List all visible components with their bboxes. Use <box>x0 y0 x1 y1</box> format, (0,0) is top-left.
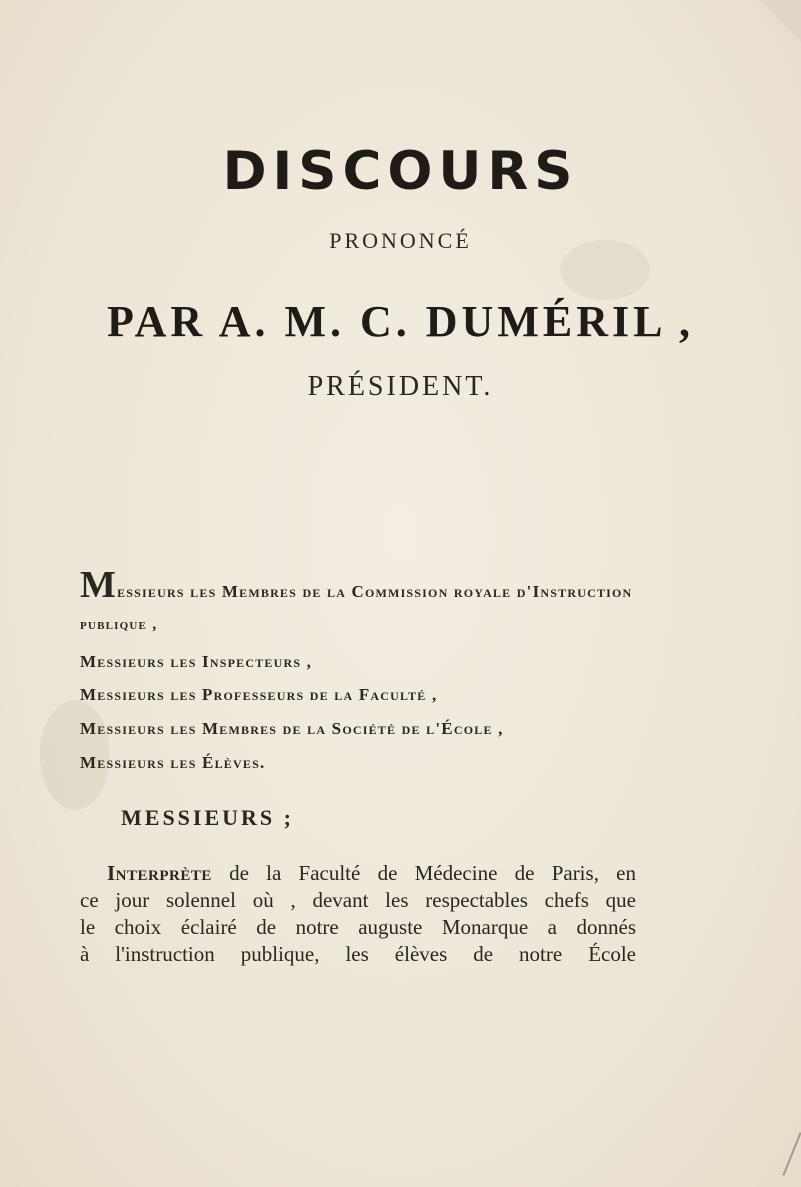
addressee-line-eleves: Messieurs les Élèves. <box>80 753 266 772</box>
page-edge-mark <box>782 1132 801 1175</box>
body-line-text: de la Faculté de Médecine de Paris, en <box>211 861 636 885</box>
drop-initial: M <box>80 564 118 606</box>
addressee-line-societe: Messieurs les Membres de la Société de l'École , <box>80 719 504 738</box>
addressee-line-professeurs: Messieurs les Professeurs de la Faculté , <box>80 685 438 704</box>
body-line: à l'instruction publique, les élèves de notre École <box>80 942 636 966</box>
body-line: ce jour solennel où , devant les respectables chefs que <box>80 888 636 912</box>
addressee-line-text: essieurs les Membres de la Commission royale d'Instruction <box>117 582 633 601</box>
addressee-line-inspecteurs: Messieurs les Inspecteurs , <box>80 652 313 671</box>
body-line <box>80 860 636 887</box>
body-line: le choix éclairé de notre auguste Monarque a donnés <box>80 915 636 939</box>
addressee-line-commission-continued: publique , <box>80 616 158 633</box>
body-paragraph <box>80 860 636 968</box>
salutation: MESSIEURS ; <box>121 805 294 830</box>
document-title: DISCOURS <box>222 141 579 202</box>
document-subtitle: PRONONCÉ <box>329 228 472 253</box>
document-author: PAR A. M. C. DUMÉRIL , <box>106 297 695 346</box>
document-role: PRÉSIDENT. <box>307 371 494 402</box>
addressee-line-commission <box>80 566 632 604</box>
lead-word: Interprète <box>107 861 212 885</box>
page-corner-fold <box>759 0 801 42</box>
